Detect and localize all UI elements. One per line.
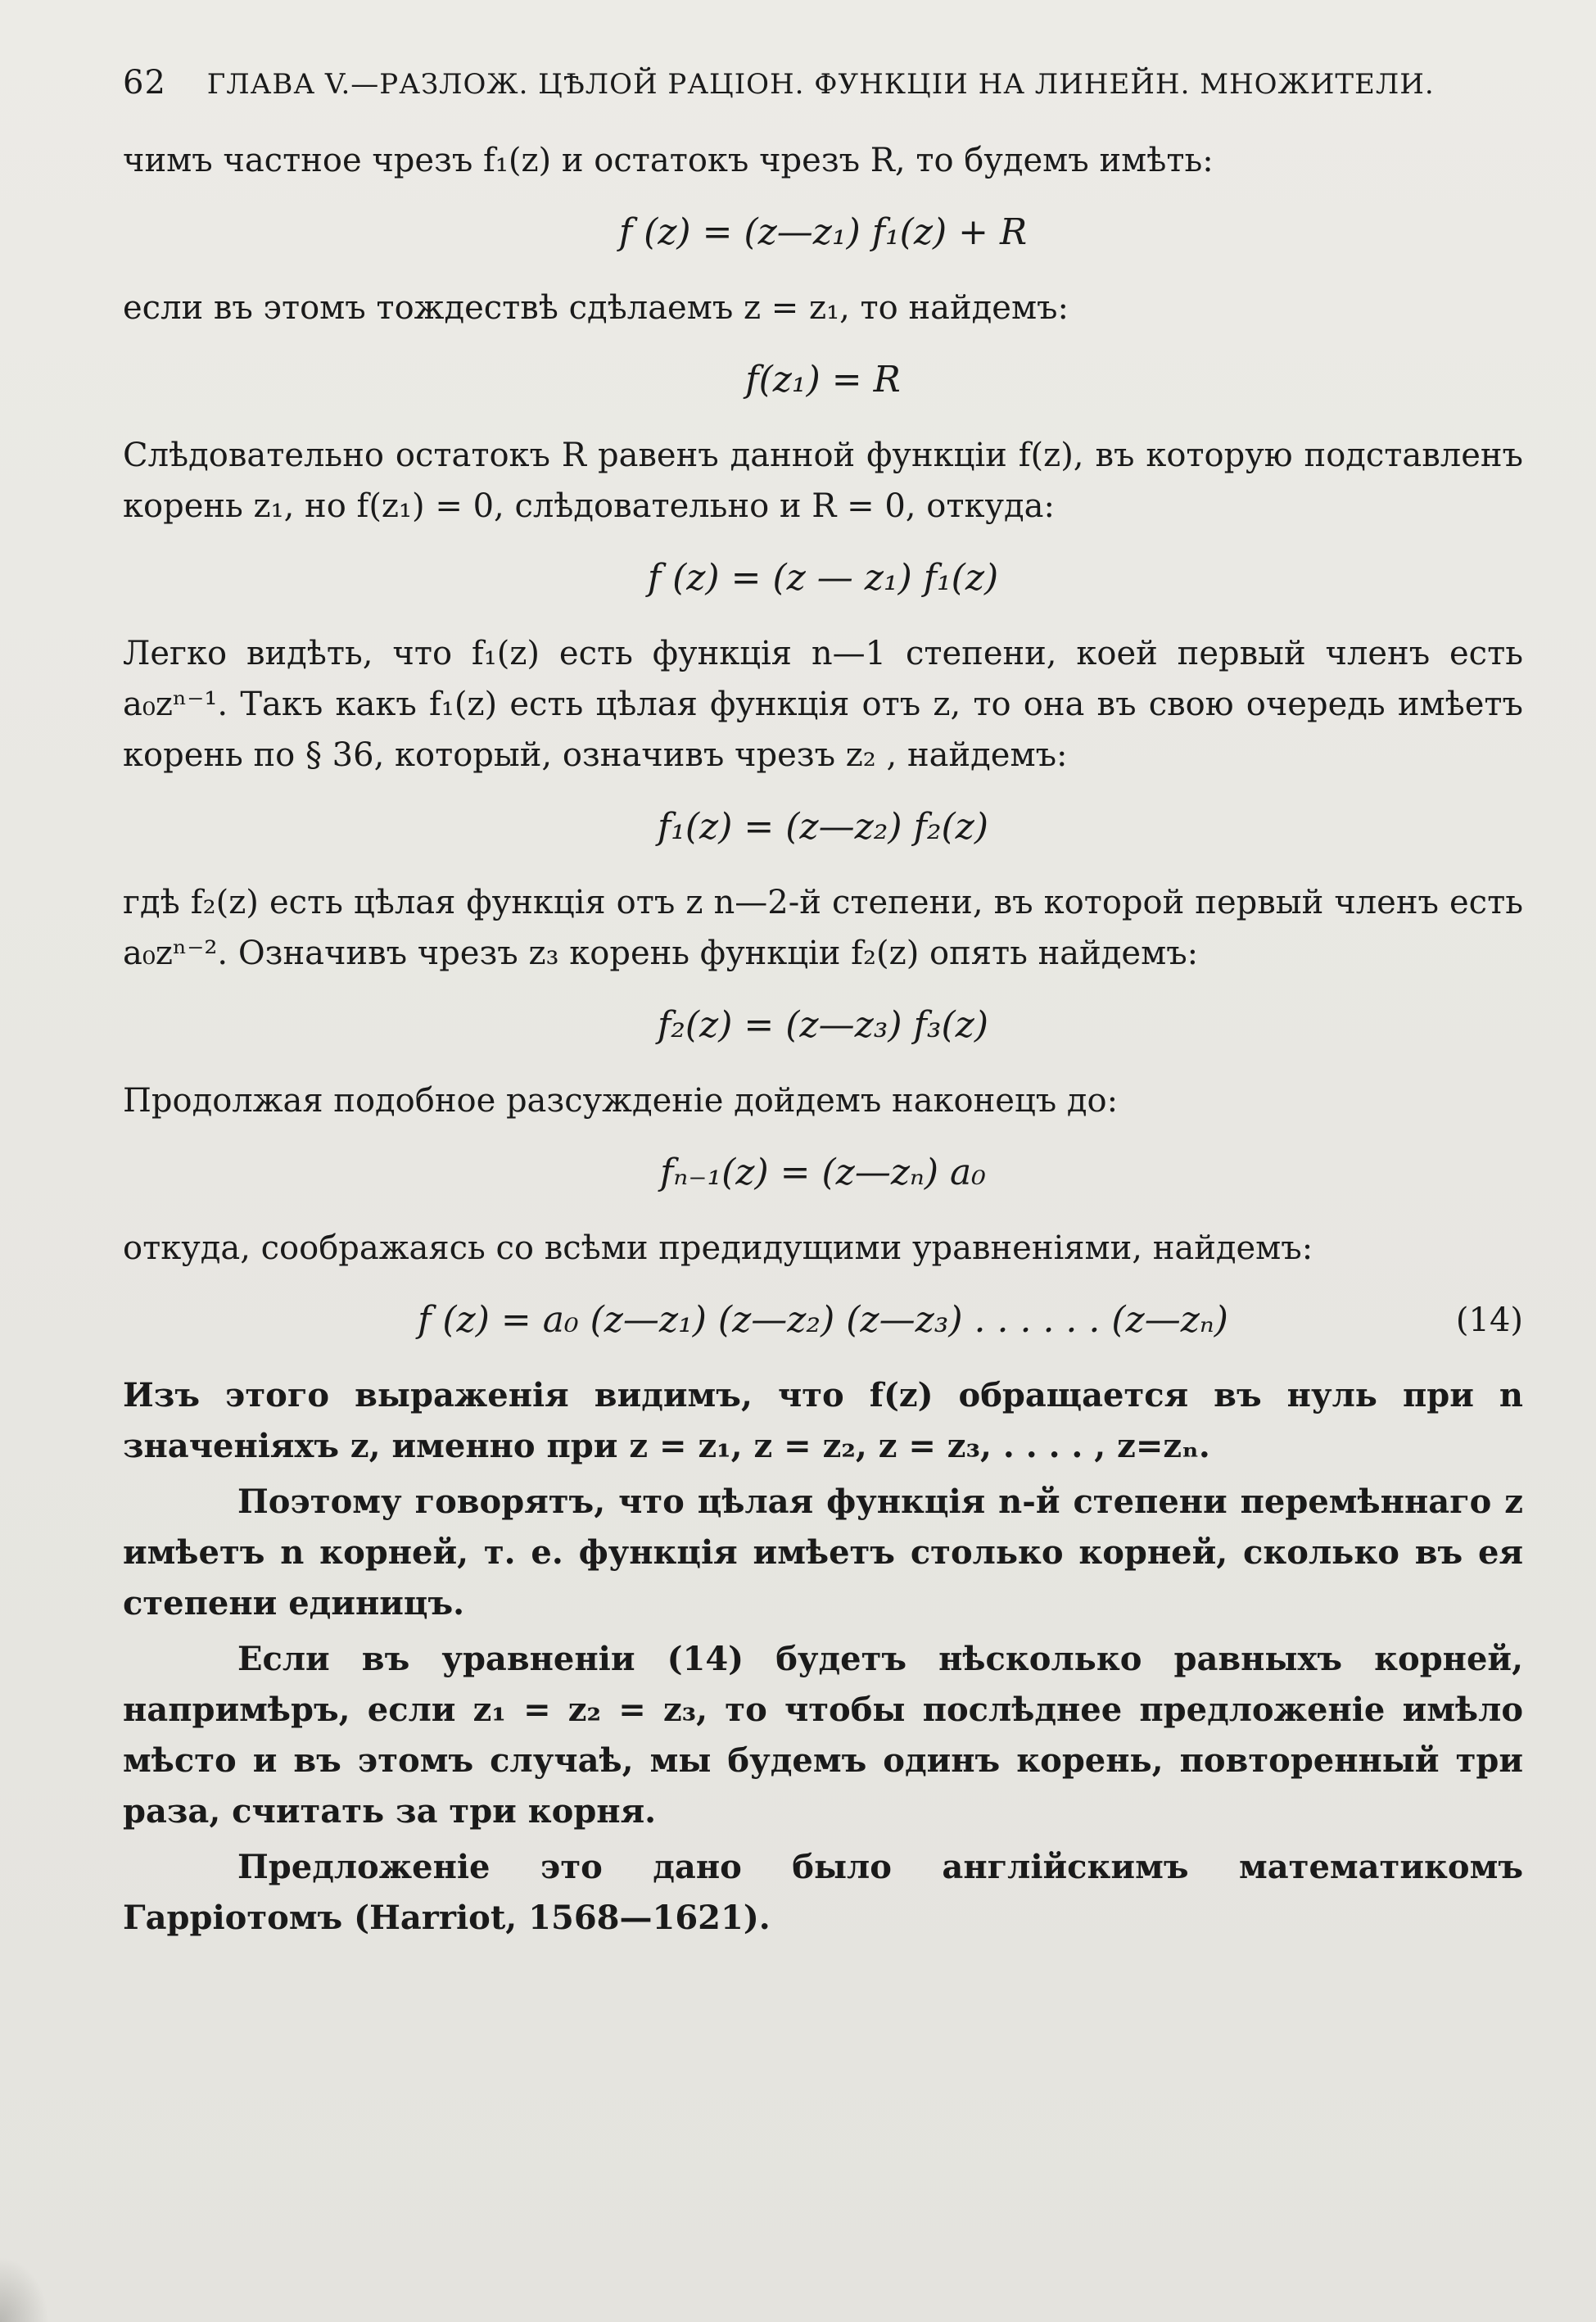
paragraph-11: Предложеніе это дано было англійскимъ математикомъ Гарріотомъ (Harriot, 1568—1621). [123,1848,1523,1937]
paragraph-1: чимъ частное чрезъ f₁(z) и остатокъ чрезъ R, то будемъ имѣть: [123,142,1214,179]
page-number: 62 [123,64,166,102]
paragraph-7: откуда, соображаясь со всѣми предидущими уравненіями, найдемъ: [123,1229,1313,1267]
running-header [123,64,1449,102]
equation-number: (14) [1455,1301,1523,1339]
page-body [123,135,1523,1944]
equation-2: f(z₁) = R [745,359,901,401]
paragraph-5: гдѣ f₂(z) есть цѣлая функція отъ z n—2-й степени, въ которой первый членъ есть a₀zⁿ⁻². Означивъ чрезъ z₃ корень функціи f₂(z) опять найдемъ: [123,884,1523,972]
paragraph-8: Изъ этого выраженія видимъ, что f(z) обращается въ нуль при n значеніяхъ z, именно при z = z₁, z = z₂, z = z₃, . . . . , z=zₙ. [123,1376,1523,1465]
equation-6: fₙ₋₁(z) = (z—zₙ) a₀ [660,1152,986,1193]
equation-5: f₂(z) = (z—z₃) f₃(z) [657,1004,989,1046]
chapter-title: ГЛАВА V.—РАЗЛОЖ. ЦѢЛОЙ РАЦІОН. ФУНКЦІИ НА ЛИНЕЙН. МНОЖИТЕЛИ. [206,68,1435,101]
equation-4: f₁(z) = (z—z₂) f₂(z) [657,806,989,848]
paragraph-10: Если въ уравненіи (14) будетъ нѣсколько равныхъ корней, напримѣръ, если z₁ = z₂ = z₃, то чтобы послѣднее предложеніе имѣло мѣсто и въ этомъ случаѣ, мы будемъ одинъ корень, повторенный три раза, считать за три корня. [123,1640,1523,1831]
paragraph-2: если въ этомъ тождествѣ сдѣлаемъ z = z₁, то найдемъ: [123,289,1069,327]
paragraph-6: Продолжая подобное разсужденіе дойдемъ наконецъ до: [123,1082,1119,1120]
paragraph-4: Легко видѣть, что f₁(z) есть функція n—1 степени, коей первый членъ есть a₀zⁿ⁻¹. Такъ какъ f₁(z) есть цѣлая функція отъ z, то она въ свою очередь имѣетъ корень по § 36, который, означивъ чрезъ z₂ , найдемъ: [123,635,1523,774]
paragraph-9: Поэтому говорятъ, что цѣлая функція n-й степени перемѣннаго z имѣетъ n корней, т. е. функція имѣетъ столько корней, сколько въ ея степени единицъ. [123,1482,1523,1623]
equation-3: f (z) = (z — z₁) f₁(z) [647,557,999,599]
equation-1: f (z) = (z—z₁) f₁(z) + R [618,211,1028,253]
paragraph-3: Слѣдовательно остатокъ R равенъ данной функціи f(z), въ которую подставленъ корень z₁, но f(z₁) = 0, слѣдовательно и R = 0, откуда: [123,437,1523,525]
page-edge-shadow [0,2256,49,2322]
equation-14 [123,1295,1523,1346]
equation-14-formula: f (z) = a₀ (z—z₁) (z—z₂) (z—z₃) . . . . . . (z—zₙ) [418,1299,1228,1341]
